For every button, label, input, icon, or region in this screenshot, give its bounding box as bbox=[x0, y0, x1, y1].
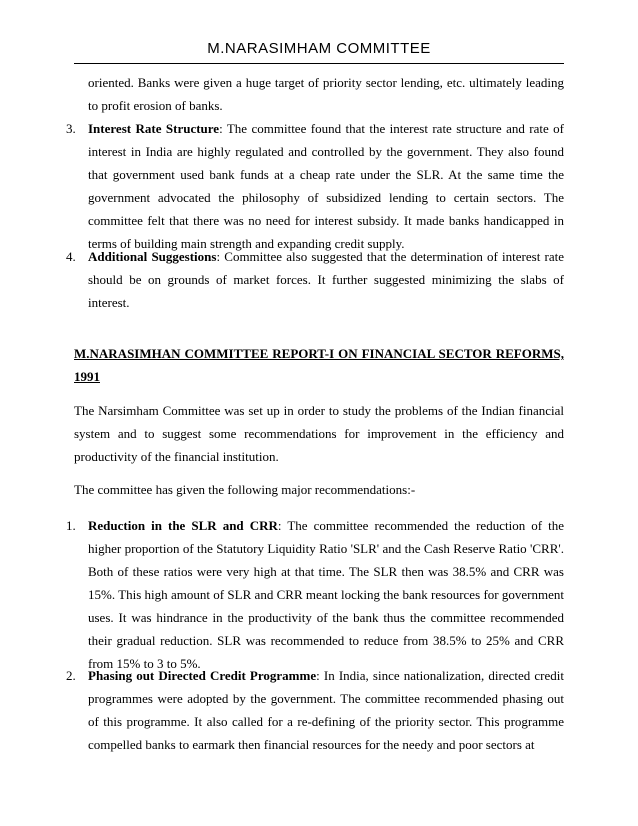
list-item-title: Phasing out Directed Credit Programme bbox=[88, 668, 317, 683]
continuation-paragraph: oriented. Banks were given a huge target of priority sector lending, etc. ultimately leading to profit erosion of banks. bbox=[88, 75, 564, 113]
list-item-title: Interest Rate Structure bbox=[88, 121, 220, 136]
recommendations-lead: The committee has given the following major recommendations:- bbox=[74, 482, 416, 497]
list-item-title: Reduction in the SLR and CRR bbox=[88, 518, 278, 533]
list-item-directed-credit bbox=[66, 664, 565, 756]
section-heading: M.NARASIMHAN COMMITTEE REPORT-I ON FINANCIAL SECTOR REFORMS, 1991 bbox=[74, 346, 564, 384]
list-item-slr-crr bbox=[66, 514, 564, 675]
list-item-number: 2. bbox=[66, 668, 76, 683]
list-item-number: 4. bbox=[66, 249, 76, 264]
list-item-text: : Committee also suggested that the determination of interest rate should be on grounds of market forces. It further suggested minimizing the slabs of interest. bbox=[88, 249, 564, 310]
list-item-text: : The committee found that the interest rate structure and rate of interest in India are highly regulated and controlled by the government. They also found that government used bank funds at a cheap rate under the SLR. At the same time the government advocated the philosophy of subsidized lending to certain sectors. The committee felt that there was no need for interest subsidy. It made banks handicapped in terms of building main strength and expanding credit supply. bbox=[88, 121, 565, 251]
list-item-text: : The committee recommended the reduction of the higher proportion of the Statutory Liquidity Ratio 'SLR' and the Cash Reserve Ratio 'CRR'. Both of these ratios were very high at that time. The SLR then was 38.5% and CRR was 15%. This high amount of SLR and CRR meant locking the bank resources for government uses. It was hindrance in the productivity of the bank thus the committee recommended their gradual reduction. SLR was recommended to reduce from 38.5% to 25% and CRR from 15% to 3 to 5%. bbox=[88, 518, 564, 671]
page-header-title: M.NARASIMHAM COMMITTEE bbox=[207, 40, 431, 57]
intro-paragraph: The Narsimham Committee was set up in order to study the problems of the Indian financial system and to suggest some recommendations for improvement in the efficiency and productivity of the financial institution. bbox=[74, 403, 564, 464]
list-item-number: 1. bbox=[66, 518, 76, 533]
header-rule bbox=[74, 63, 564, 64]
list-item-number: 3. bbox=[66, 121, 76, 136]
list-item-interest-rate bbox=[66, 117, 565, 255]
list-item-additional-suggestions bbox=[66, 245, 564, 314]
list-item-title: Additional Suggestions bbox=[88, 249, 217, 264]
list-item-text: : In India, since nationalization, directed credit programmes were adopted by the government. The committee recommended phasing out of this programme. It also called for a re-defining of the priority sector. This programme compelled banks to earmark then financial resources for the needy and poor sectors at bbox=[88, 668, 565, 752]
